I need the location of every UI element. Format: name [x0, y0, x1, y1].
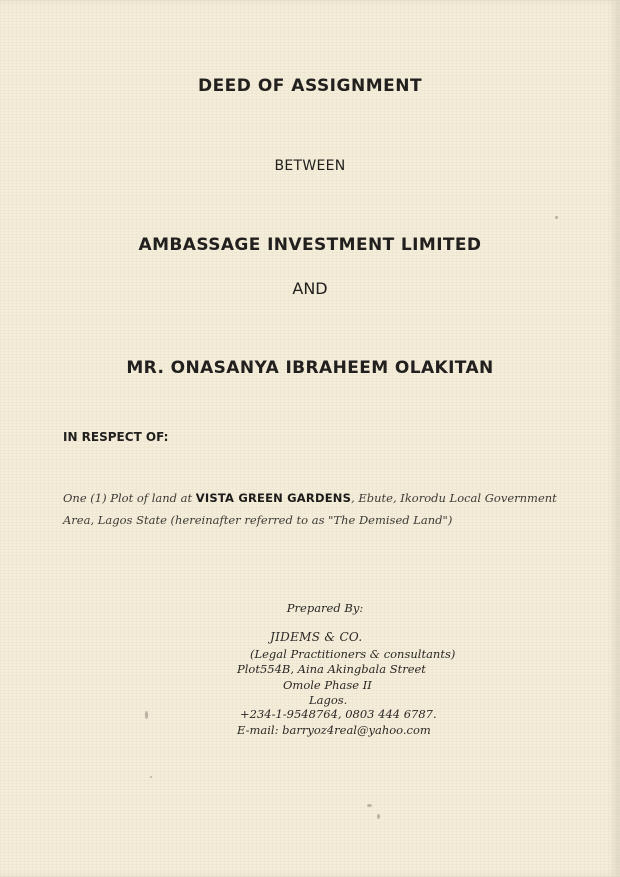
in-respect-of-heading: IN RESPECT OF:: [63, 430, 169, 444]
firm-email: E-mail: barryoz4real@yahoo.com: [237, 723, 431, 737]
between-label: BETWEEN: [274, 158, 346, 174]
firm-description: (Legal Practitioners & consultants): [250, 647, 456, 661]
land-description-suffix: , Ebute, Ikorodu Local Government Area, Lagos State (hereinafter referred to as "The Demised Land"): [63, 491, 557, 527]
party-one-name: AMBASSAGE INVESTMENT LIMITED: [138, 235, 482, 255]
firm-name: JIDEMS & CO.: [270, 630, 363, 644]
firm-address: Plot554B, Aina Akingbala Street: [237, 662, 426, 676]
land-description: [63, 487, 583, 531]
estate-name: VISTA GREEN GARDENS: [195, 491, 352, 505]
and-label: AND: [292, 279, 328, 298]
firm-city: Lagos.: [309, 693, 348, 707]
paper-speck: [150, 776, 152, 778]
firm-area: Omole Phase II: [283, 678, 372, 692]
prepared-by-label: Prepared By:: [286, 601, 364, 615]
paper-speck: [367, 804, 372, 807]
land-description-prefix: One (1) Plot of land at: [63, 491, 196, 505]
paper-speck: [555, 216, 558, 219]
document-title: DEED OF ASSIGNMENT: [197, 76, 423, 96]
firm-phone: +234-1-9548764, 0803 444 6787.: [240, 707, 437, 721]
paper-speck: [377, 814, 380, 819]
party-two-name: MR. ONASANYA IBRAHEEM OLAKITAN: [126, 358, 494, 378]
paper-speck: [145, 711, 148, 719]
